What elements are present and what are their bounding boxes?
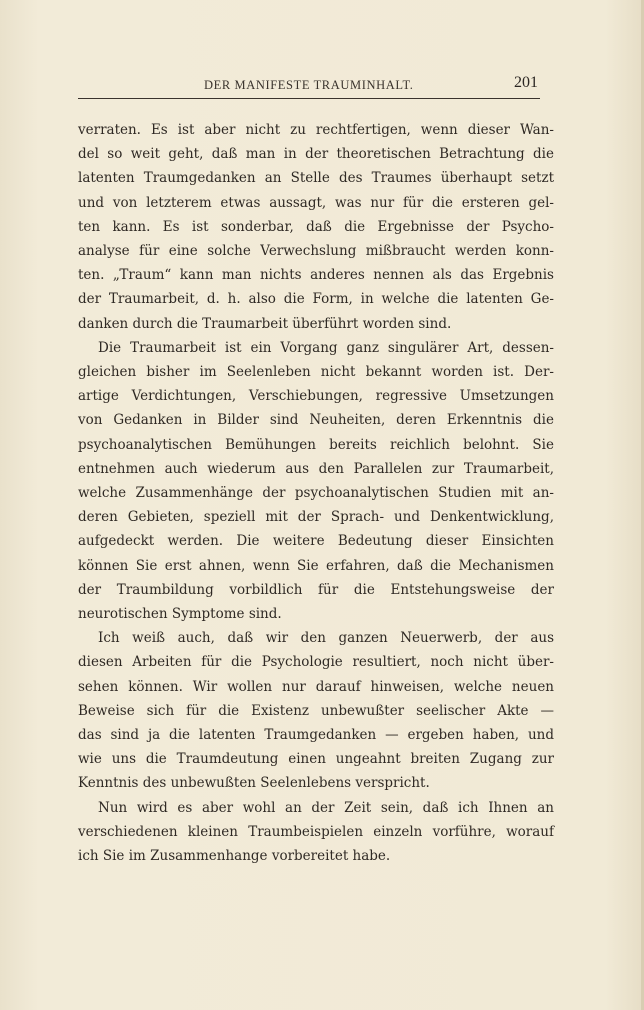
- text-line: Kenntnis des unbewußten Seelenlebens verspricht.: [78, 775, 430, 792]
- page-number: 201: [514, 74, 538, 91]
- text-line: der Traumbildung vorbildlich für die Entstehungsweise der: [78, 581, 554, 598]
- paragraph: [78, 796, 554, 869]
- text-line: Ich weiß auch, daß wir den ganzen Neuerwerb, der aus: [98, 630, 554, 647]
- text-line: del so weit geht, daß man in der theoretischen Betrachtung die: [78, 146, 554, 163]
- text-line: von Gedanken in Bilder sind Neuheiten, deren Erkenntnis die: [78, 412, 554, 429]
- text-line: psychoanalytischen Bemühungen bereits reichlich belohnt. Sie: [78, 436, 554, 453]
- paragraph: [78, 626, 554, 795]
- text-line: der Traumarbeit, d. h. also die Form, in welche die latenten Ge-: [78, 291, 554, 308]
- text-line: können Sie erst ahnen, wenn Sie erfahren, daß die Mechanismen: [78, 557, 554, 574]
- running-header: [76, 74, 542, 98]
- text-line: verschiedenen kleinen Traumbeispielen einzeln vorführe, worauf: [78, 823, 554, 840]
- text-line: Nun wird es aber wohl an der Zeit sein, daß ich Ihnen an: [98, 799, 554, 816]
- text-line: deren Gebieten, speziell mit der Sprach- und Denkentwicklung,: [78, 509, 554, 526]
- text-line: wie uns die Traumdeutung einen ungeahnt breiten Zugang zur: [78, 751, 554, 768]
- text-line: ten kann. Es ist sonderbar, daß die Ergebnisse der Psycho-: [78, 218, 554, 235]
- text-line: artige Verdichtungen, Verschiebungen, regressive Umsetzungen: [78, 388, 554, 405]
- text-line: aufgedeckt werden. Die weitere Bedeutung dieser Einsichten: [78, 533, 554, 550]
- text-line: Die Traumarbeit ist ein Vorgang ganz singulärer Art, dessen-: [98, 339, 554, 356]
- text-line: latenten Traumgedanken an Stelle des Traumes überhaupt setzt: [78, 170, 554, 187]
- text-line: analyse für eine solche Verwechslung mißbraucht werden konn-: [78, 243, 554, 260]
- text-line: entnehmen auch wiederum aus den Parallelen zur Traumarbeit,: [78, 460, 554, 477]
- text-line: diesen Arbeiten für die Psychologie resultiert, noch nicht über-: [78, 654, 554, 671]
- text-line: ich Sie im Zusammenhange vorbereitet habe.: [78, 848, 391, 865]
- running-head-title: DER MANIFESTE TRAUMINHALT.: [204, 78, 414, 92]
- text-line: und von letzterem etwas aussagt, was nur für die ersteren gel-: [78, 194, 554, 211]
- text-line: verraten. Es ist aber nicht zu rechtfertigen, wenn dieser Wan-: [78, 122, 554, 138]
- text-line: gleichen bisher im Seelenleben nicht bekannt worden ist. Der-: [78, 364, 554, 381]
- text-line: danken durch die Traumarbeit überführt worden sind.: [78, 315, 452, 332]
- text-line: sehen können. Wir wollen nur darauf hinweisen, welche neuen: [78, 678, 554, 695]
- text-line: Beweise sich für die Existenz unbewußter seelischer Akte —: [78, 702, 554, 719]
- paragraph: [78, 118, 554, 336]
- text-line: neurotischen Symptome sind.: [78, 606, 282, 623]
- text-line: ten. „Traum“ kann man nichts anderes nennen als das Ergebnis: [78, 267, 554, 284]
- body-text: [78, 118, 554, 868]
- header-rule: [78, 98, 540, 99]
- text-line: das sind ja die latenten Traumgedanken — ergeben haben, und: [78, 727, 554, 744]
- text-line: welche Zusammenhänge der psychoanalytischen Studien mit an-: [78, 485, 554, 502]
- paragraph: [78, 336, 554, 626]
